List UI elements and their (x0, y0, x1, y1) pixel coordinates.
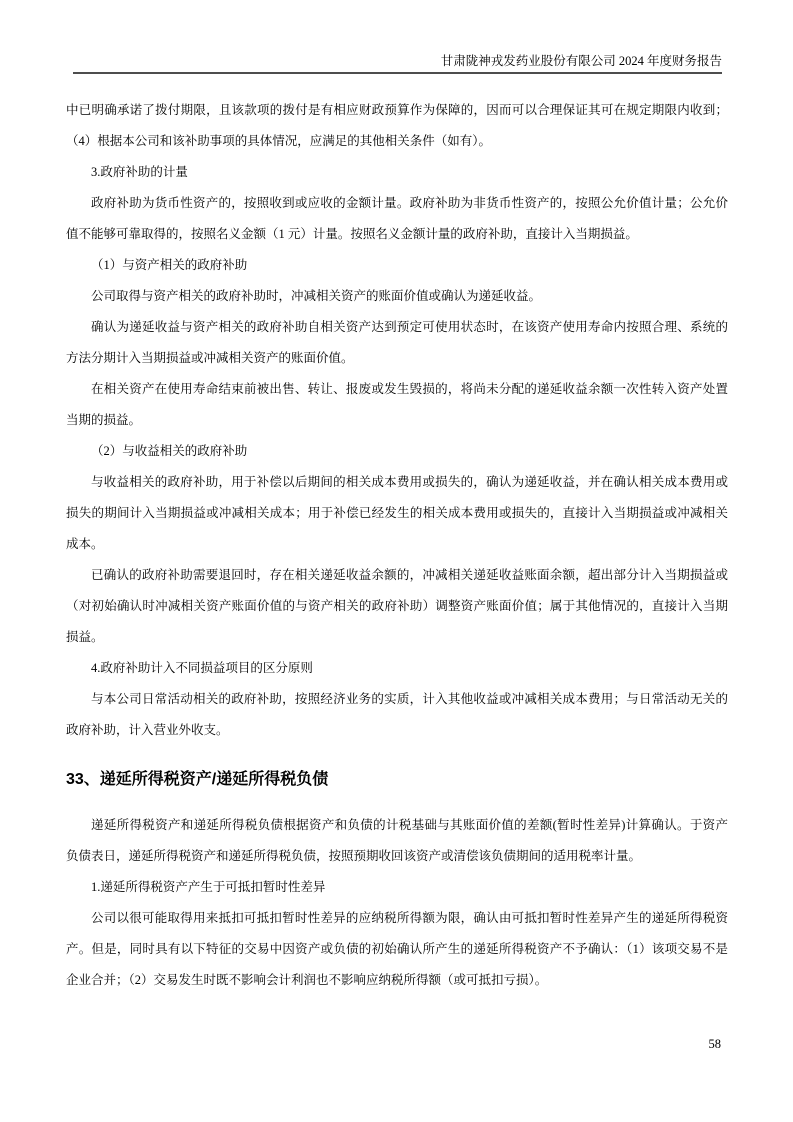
text-line: 损益。 (66, 630, 104, 644)
text-line: （对初始确认时冲减相关资产账面价值的与资产相关的政府补助）调整资产账面价值；属于其他情况的，直接计入当期 (66, 599, 728, 613)
page-header (73, 53, 722, 74)
document-body (66, 95, 728, 996)
text-line: 在相关资产在使用寿命结束前被出售、转让、报废或发生毁损的，将尚未分配的递延收益余额一次性转入资产处置 (91, 382, 728, 396)
text-line: 方法分期计入当期损益或冲减相关资产的账面价值。 (66, 351, 354, 365)
text-line: 公司取得与资产相关的政府补助时，冲减相关资产的账面价值或确认为递延收益。 (91, 289, 542, 303)
text-line: 3.政府补助的计量 (91, 165, 188, 179)
text-line: 与收益相关的政府补助，用于补偿以后期间的相关成本费用或损失的，确认为递延收益，并在确认相关成本费用或 (91, 475, 728, 489)
text-line: 确认为递延收益与资产相关的政府补助自相关资产达到预定可使用状态时，在该资产使用寿命内按照合理、系统的 (91, 320, 728, 334)
header-title: 甘肃陇神戎发药业股份有限公司 2024 年度财务报告 (440, 54, 722, 68)
text-line: 1.递延所得税资产产生于可抵扣暂时性差异 (91, 880, 326, 894)
text-line: 值不能够可靠取得的，按照名义金额（1 元）计量。按照名义金额计量的政府补助，直接计入当期损益。 (66, 227, 638, 241)
text-line: （2）与收益相关的政府补助 (91, 444, 248, 458)
text-line: 递延所得税资产和递延所得税负债根据资产和负债的计税基础与其账面价值的差额(暂时性差异)计算确认。于资产 (91, 818, 728, 832)
text-line: 企业合并；（2）交易发生时既不影响会计利润也不影响应纳税所得额（或可抵扣亏损）。 (66, 973, 548, 987)
text-line: 与本公司日常活动相关的政府补助，按照经济业务的实质，计入其他收益或冲减相关成本费用；与日常活动无关的 (91, 692, 728, 706)
text-line: （1）与资产相关的政府补助 (91, 258, 248, 272)
page-number: 58 (708, 1037, 721, 1051)
text-line: （4）根据本公司和该补助事项的具体情况，应满足的其他相关条件（如有）。 (66, 134, 492, 148)
text-line: 成本。 (66, 537, 104, 551)
text-line: 已确认的政府补助需要退回时，存在相关递延收益余额的，冲减相关递延收益账面余额，超出部分计入当期损益或 (91, 568, 728, 582)
text-line: 政府补助，计入营业外收支。 (66, 723, 229, 737)
text-line: 当期的损益。 (66, 413, 142, 427)
text-line: 公司以很可能取得用来抵扣可抵扣暂时性差异的应纳税所得额为限，确认由可抵扣暂时性差异产生的递延所得税资 (91, 911, 728, 925)
text-line: 产。但是，同时具有以下特征的交易中因资产或负债的初始确认所产生的递延所得税资产不予确认：（1）该项交易不是 (66, 942, 728, 956)
text-line: 损失的期间计入当期损益或冲减相关成本；用于补偿已经发生的相关成本费用或损失的，直接计入当期损益或冲减相关 (66, 506, 728, 520)
section-heading: 33、递延所得税资产/递延所得税负债 (66, 771, 329, 788)
text-line: 负债表日，递延所得税资产和递延所得税负债，按照预期收回该资产或清偿该负债期间的适用税率计量。 (66, 849, 642, 863)
page-footer (709, 1036, 722, 1052)
text-line: 政府补助为货币性资产的，按照收到或应收的金额计量。政府补助为非货币性资产的，按照公允价值计量；公允价 (91, 196, 728, 210)
text-line: 中已明确承诺了拨付期限，且该款项的拨付是有相应财政预算作为保障的，因而可以合理保证其可在规定期限内收到； (66, 103, 728, 117)
text-line: 4.政府补助计入不同损益项目的区分原则 (91, 661, 313, 675)
